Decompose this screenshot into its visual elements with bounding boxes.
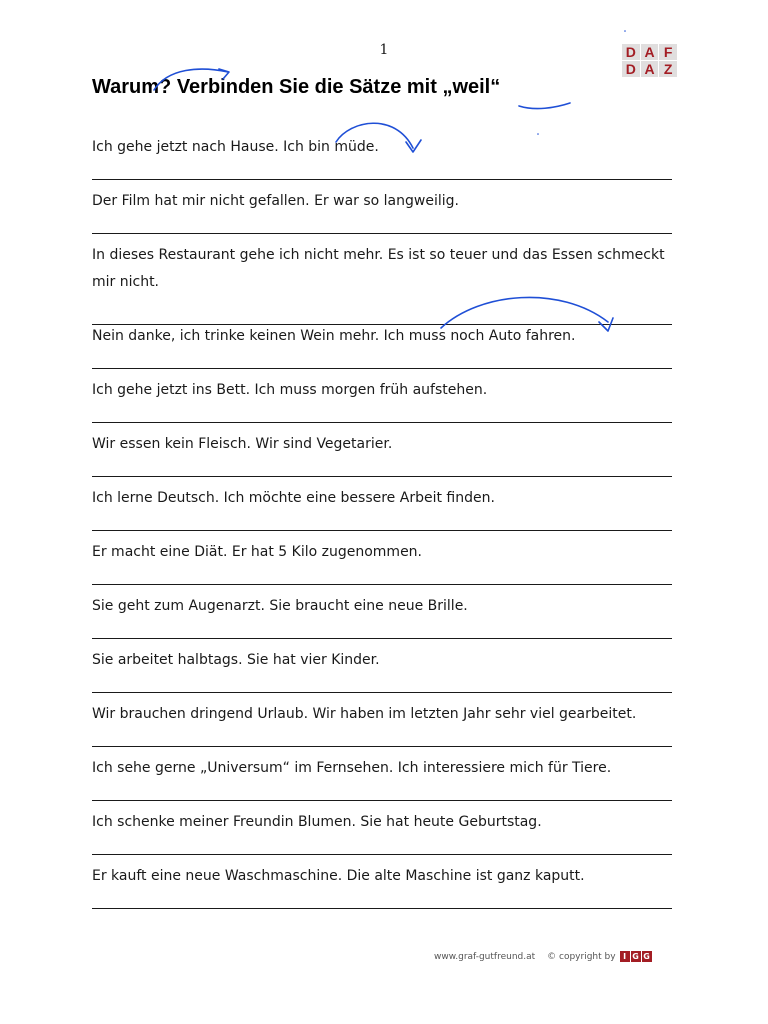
footer-url[interactable]: www.graf-gutfreund.at [434, 951, 536, 962]
exercise-sentence: Nein danke, ich trinke keinen Wein mehr. Ich muss noch Auto fahren. [92, 328, 576, 344]
exercise-sentence: Wir brauchen dringend Urlaub. Wir haben im letzten Jahr sehr viel gearbeitet. [92, 706, 637, 722]
exercise-sentence: Ich lerne Deutsch. Ich möchte eine bessere Arbeit finden. [92, 490, 495, 506]
exercise-sentence: Wir essen kein Fleisch. Wir sind Vegetarier. [92, 436, 393, 452]
answer-line[interactable] [92, 179, 672, 180]
exercise-sentence: Sie geht zum Augenarzt. Sie braucht eine neue Brille. [92, 598, 468, 614]
answer-line[interactable] [92, 800, 672, 801]
badge-letter: G [632, 952, 639, 961]
annotation-underline-weil [519, 103, 570, 109]
logo-letter: D [622, 61, 640, 77]
answer-line[interactable] [92, 422, 672, 423]
logo-letter: D [622, 44, 640, 60]
exercise-sentence: Der Film hat mir nicht gefallen. Er war so langweilig. [92, 193, 459, 209]
answer-line[interactable] [92, 854, 672, 855]
igg-badge [619, 951, 652, 962]
exercise-sentence: Er kauft eine neue Waschmaschine. Die alte Maschine ist ganz kaputt. [92, 868, 585, 884]
badge-letter: I [620, 951, 630, 962]
logo-letter: Z [659, 61, 677, 77]
answer-line[interactable] [92, 584, 672, 585]
exercise-sentence: Ich schenke meiner Freundin Blumen. Sie hat heute Geburtstag. [92, 814, 542, 830]
answer-line[interactable] [92, 746, 672, 747]
exercise-sentence: Ich sehe gerne „Universum“ im Fernsehen. Ich interessiere mich für Tiere. [92, 760, 612, 776]
exercise-sentence: Sie arbeitet halbtags. Sie hat vier Kinder. [92, 652, 380, 668]
copyright-label: © copyright by [547, 951, 616, 962]
answer-line[interactable] [92, 476, 672, 477]
exercise-sentence: Ich gehe jetzt ins Bett. Ich muss morgen früh aufstehen. [92, 382, 488, 398]
exercise-sentence: In dieses Restaurant gehe ich nicht mehr. Es ist so teuer und das Essen schmeckt mir nicht. [92, 247, 665, 290]
footer [434, 951, 652, 962]
worksheet-title: Warum? Verbinden Sie die Sätze mit „weil“ [92, 76, 501, 98]
logo-letter: A [641, 44, 659, 60]
answer-line[interactable] [92, 692, 672, 693]
badge-letter: G [643, 952, 650, 961]
logo-letter: A [641, 61, 659, 77]
logo-letter: F [659, 44, 677, 60]
answer-line[interactable] [92, 233, 672, 234]
answer-line[interactable] [92, 908, 672, 909]
page-number: 1 [379, 42, 389, 58]
dafdaz-logo [622, 44, 678, 78]
exercise-sentence: Ich gehe jetzt nach Hause. Ich bin müde. [92, 139, 379, 155]
answer-line[interactable] [92, 638, 672, 639]
exercise-sentence: Er macht eine Diät. Er hat 5 Kilo zugenommen. [92, 544, 423, 560]
answer-line[interactable] [92, 530, 672, 531]
answer-line[interactable] [92, 368, 672, 369]
